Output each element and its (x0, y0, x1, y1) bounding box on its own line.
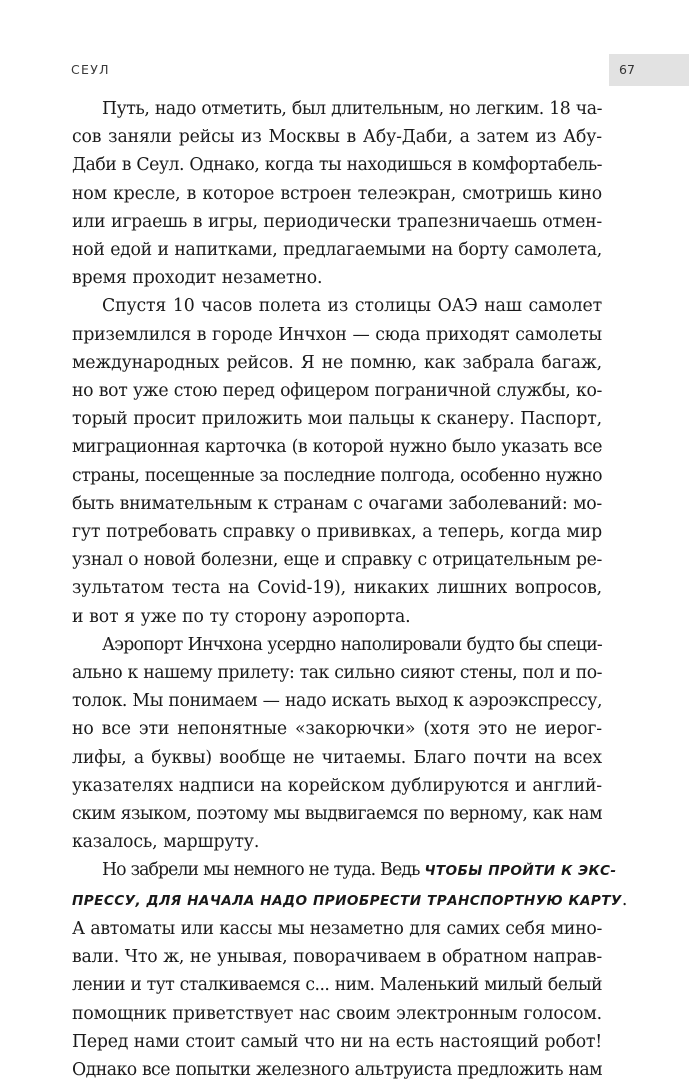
text-line: толок. Мы понимаем — надо искать выход к аэроэкспрессу, (72, 691, 602, 712)
text-run: . (621, 889, 627, 910)
text-line: ским языком, поэтому мы выдвигаемся по верному, как нам (72, 804, 602, 825)
body-text (72, 95, 627, 1084)
text-line: узнал о новой болезни, еще и справку с отрицательным ре- (72, 550, 602, 571)
text-line: но вот уже стою перед офицером пограничной службы, ко- (72, 381, 602, 402)
paragraph-4 (72, 856, 627, 1084)
text-line: Спустя 10 часов полета из столицы ОАЭ наш самолет (102, 296, 602, 317)
text-line: гут потребовать справку о прививках, а теперь, когда мир (72, 522, 602, 543)
paragraph-1 (72, 95, 602, 292)
text-line: лении и тут сталкиваемся с... ним. Маленький милый белый (72, 975, 602, 996)
text-line: приземлился в городе Инчхон — сюда приходят самолеты (72, 324, 602, 345)
text-line: Даби в Сеул. Однако, когда ты находишься в комфортабель- (72, 155, 602, 176)
text-line: помощник приветствует нас своим электронным голосом. (72, 1003, 602, 1024)
text-line: ально к нашему прилету: так сильно сияют стены, пол и по- (72, 663, 602, 684)
paragraph-3 (72, 631, 602, 857)
text-line (72, 886, 627, 915)
text-line: сов заняли рейсы из Москвы в Абу-Даби, а затем из Абу- (72, 127, 602, 148)
page-number: 67 (619, 62, 635, 77)
handwritten-highlight: ПРЕССУ, ДЛЯ НАЧАЛА НАДО ПРИОБРЕСТИ ТРАНСПОРТНУЮ КАРТУ (72, 892, 622, 909)
text-line: Путь, надо отметить, был длительным, но легким. 18 ча- (102, 99, 602, 119)
text-line: ной едой и напитками, предлагаемыми на борту самолета, (72, 240, 602, 261)
text-line: страны, посещенные за последние полгода, особенно нужно (72, 465, 602, 486)
text-line: А автоматы или кассы мы незаметно для самих себя мино- (72, 918, 602, 939)
text-line (72, 856, 617, 885)
text-line: вали. Что ж, не унывая, поворачиваем в обратном направ- (72, 947, 602, 968)
text-line: время проходит незаметно. (72, 268, 323, 289)
text-line: и вот я уже по ту сторону аэропорта. (72, 606, 411, 627)
text-line: ном кресле, в которое встроен телеэкран, смотришь кино (72, 183, 602, 204)
text-run: Но забрели мы немного не туда. Ведь (102, 860, 425, 881)
text-line: Аэропорт Инчхона усердно наполировали будто бы специ- (102, 634, 602, 655)
text-line: указателях надписи на корейском дублируются и англий- (72, 775, 602, 796)
text-line: быть внимательным к странам с очагами заболеваний: мо- (72, 493, 602, 514)
text-line: миграционная карточка (в которой нужно было указать все (72, 437, 602, 458)
running-head: СЕУЛ (71, 62, 110, 77)
text-line: зультатом теста на Covid-19), никаких лишних вопросов, (72, 578, 602, 599)
text-line: или играешь в игры, периодически трапезничаешь отмен- (72, 211, 602, 232)
text-line: лифы, а буквы) вообще не читаемы. Благо почти на всех (72, 747, 602, 768)
text-line: казалось, маршруту. (72, 832, 260, 853)
text-line: Перед нами стоит самый что ни на есть настоящий робот! (72, 1031, 602, 1052)
text-line: международных рейсов. Я не помню, как забрала багаж, (72, 352, 602, 373)
paragraph-2 (72, 292, 602, 630)
page-number-tab (609, 54, 689, 86)
text-line: торый просит приложить мои пальцы к сканеру. Паспорт, (72, 409, 602, 430)
handwritten-highlight: ЧТОБЫ ПРОЙТИ К ЭКС- (424, 863, 617, 880)
text-line: Однако все попытки железного альтруиста предложить нам (72, 1059, 602, 1080)
text-line: но все эти непонятные «закорючки» (хотя это не иерог- (72, 719, 602, 740)
